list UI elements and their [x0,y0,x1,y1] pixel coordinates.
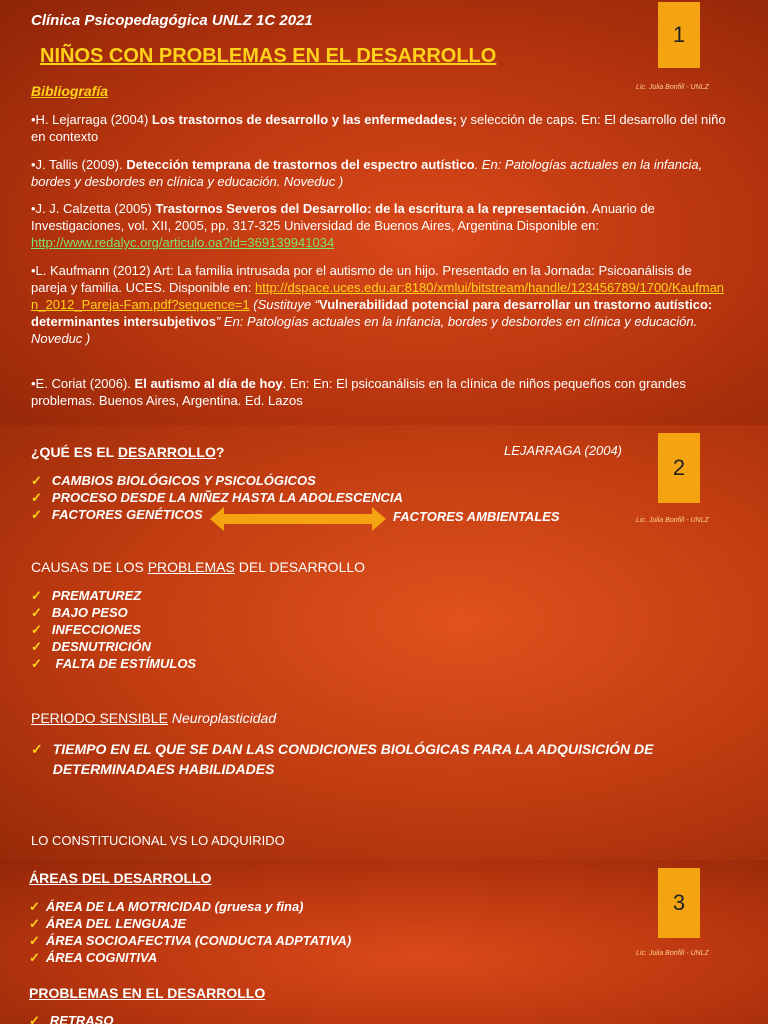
list-item: ✓ ÁREA SOCIOAFECTIVA (CONDUCTA ADPTATIVA) [29,933,352,948]
constitutional-note: LO CONSTITUCIONAL VS LO ADQUIRIDO [31,833,285,848]
list-item: ✓ ÁREA COGNITIVA [29,950,158,965]
slide-2 [0,425,768,860]
slide-1 [0,0,768,425]
reference-1: •H. Lejarraga (2004) Los trastornos de desarrollo y las enfermedades; y selección de caps. En: El desarrollo del niño en contexto [31,112,726,144]
problems-list [29,1012,113,1024]
list-item: ✓ CAMBIOS BIOLÓGICOS Y PSICOLÓGICOS [31,473,316,488]
redalyc-link[interactable]: http://www.redalyc.org/articulo.oa?id=369139941034 [31,235,335,250]
list-item: ✓ INFECCIONES [31,622,141,637]
slide-3 [0,860,768,1024]
list-item: ✓ ÁREA DEL LENGUAJE [29,916,187,931]
areas-heading: ÁREAS DEL DESARROLLO [29,870,212,886]
sensitive-period-heading: PERIODO SENSIBLE Neuroplasticidad [31,710,277,726]
problems-heading: PROBLEMAS EN EL DESARROLLO [29,985,266,1001]
list-item: ✓ RETRASO [29,1013,114,1024]
causes-heading: CAUSAS DE LOS PROBLEMAS DEL DESARROLLO [31,559,366,575]
reference-3: •J. J. Calzetta (2005) Trastornos Severos del Desarrollo: de la escritura a la representación. Anuario de Investigaciones, vol. XII, 2005, pp. 317-325 Universidad de Buenos Aires, Argentina Disponible en: http://www.redalyc.org/articulo.oa?id=369139941034 [31,201,655,250]
double-arrow-icon [210,507,386,531]
list-item: ✓ PREMATUREZ [31,588,142,603]
author-credit: Lic. Julia Bonfill - UNLZ [636,950,709,957]
ambient-factors: FACTORES AMBIENTALES [393,509,560,524]
uces-link[interactable]: http://dspace.uces.edu.ar:8180/xmlui/bitstream/handle/123456789/1700/Kaufmann_2012_Pareja-Fam.pdf?sequence=1 [31,280,725,312]
slide-number: 1 [658,2,700,68]
sensitive-period-item: ✓ TIEMPO EN EL QUE SE DAN LAS CONDICIONES BIOLÓGICAS PARA LA ADQUISICIÓN DE DETERMINADAES HABILIDADES [31,741,654,777]
course-header: Clínica Psicopedagógica UNLZ 1C 2021 [31,12,313,29]
bibliography-label: Bibliografía [31,83,109,99]
slide-number: 2 [658,433,700,503]
slide-title: NIÑOS CON PROBLEMAS EN EL DESARROLLO [40,45,497,67]
causes-list [31,587,196,672]
reference-4: •L. Kaufmann (2012) Art: La familia intrusada por el autismo de un hijo. Presentado en la Jornada: Psicoanálisis de pareja y familia. UCES. Disponible en: http://dspace.uces.edu.ar:8180/xmlui/bitstream/handle/123456789/1700/Kaufmann_2012_Pareja-Fam.pdf?sequence=1 (Sustituye “Vulnerabilidad potencial para desarrollar un trastorno autístico: determinantes intersubjetivos” En: Patologías actuales en la infancia, bordes y desbordes en clínica y educación. Noveduc ) [31,263,725,346]
author-credit: Lic. Julia Bonfill - UNLZ [636,517,709,524]
list-item: ✓ ÁREA DE LA MOTRICIDAD (gruesa y fina) [29,899,304,914]
question-heading: ¿QUÉ ES EL DESARROLLO? [31,444,225,460]
reference-5: •E. Coriat (2006). El autismo al día de hoy. En: En: El psicoanálisis en la clínica de niños pequeños con grandes problemas. Buenos Aires, Argentina. Ed. Lazos [31,376,686,408]
list-item: ✓ FACTORES GENÉTICOS [31,507,203,522]
author-credit: Lic. Julia Bonfill - UNLZ [636,84,709,91]
list-item: ✓ FALTA DE ESTÍMULOS [31,656,197,671]
list-item: ✓ DESNUTRICIÓN [31,639,151,654]
list-item: ✓ BAJO PESO [31,605,128,620]
list-item: ✓ PROCESO DESDE LA NIÑEZ HASTA LA ADOLESCENCIA [31,490,403,505]
slide-number: 3 [658,868,700,938]
reference-2: •J. Tallis (2009). Detección temprana de trastornos del espectro autístico. En: Patologías actuales en la infancia, bordes y desbordes en clínica y educación. Noveduc ) [31,157,703,189]
author-citation: LEJARRAGA (2004) [504,443,623,458]
areas-list [29,898,351,966]
